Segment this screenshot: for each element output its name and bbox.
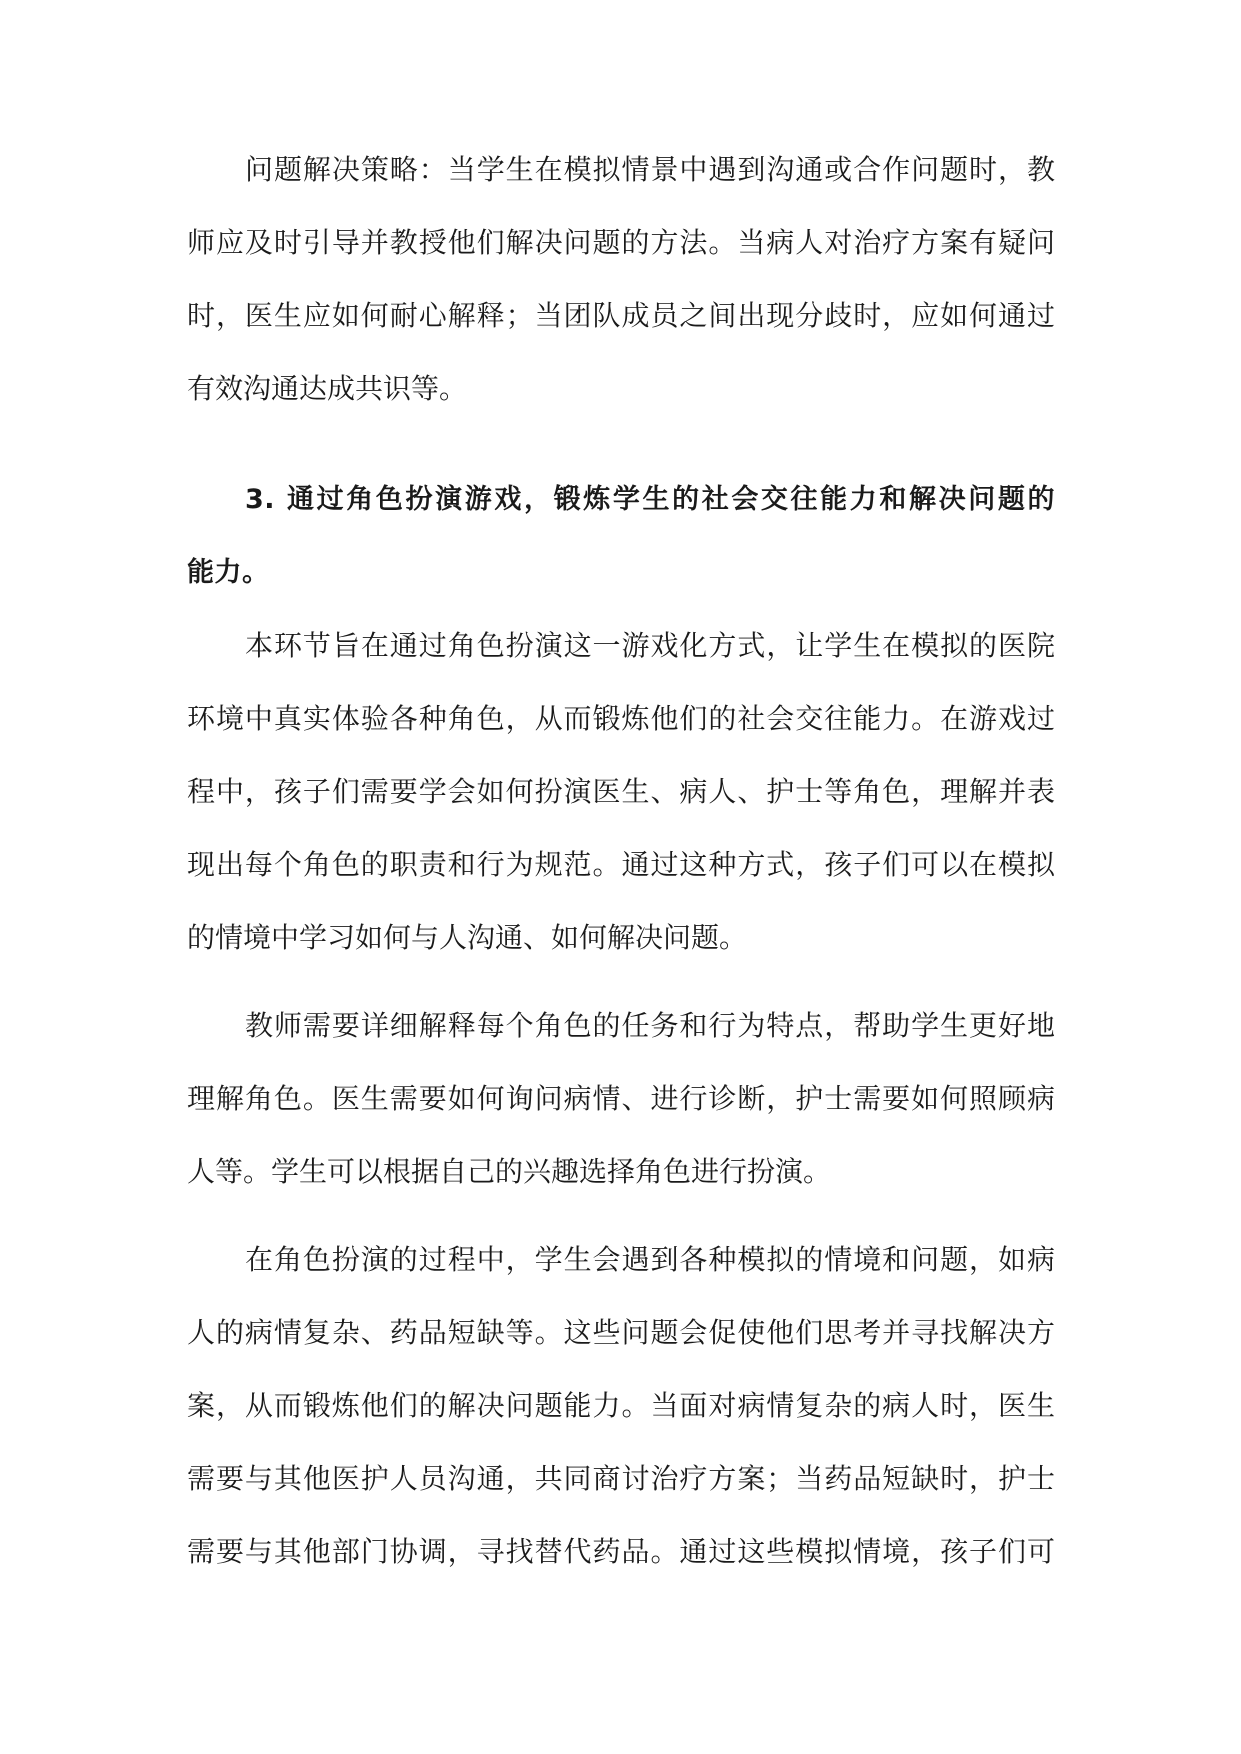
paragraph-line: 需要与其他部门协调，寻找替代药品。通过这些模拟情境，孩子们可 (187, 1535, 1055, 1568)
paragraph-line: 人的病情复杂、药品短缺等。这些问题会促使他们思考并寻找解决方 (187, 1316, 1055, 1349)
paragraph-line: 现出每个角色的职责和行为规范。通过这种方式，孩子们可以在模拟 (187, 848, 1055, 881)
paragraph-line: 理解角色。医生需要如何询问病情、进行诊断，护士需要如何照顾病 (187, 1082, 1055, 1115)
paragraph-line: 的情境中学习如何与人沟通、如何解决问题。 (187, 921, 748, 954)
paragraph-line: 需要与其他医护人员沟通，共同商讨治疗方案；当药品短缺时，护士 (187, 1462, 1055, 1495)
section-heading: 3. 通过角色扮演游戏，锻炼学生的社会交往能力和解决问题的 (245, 484, 1055, 515)
paragraph-line: 教师需要详细解释每个角色的任务和行为特点，帮助学生更好地 (245, 1009, 1055, 1042)
paragraph-line: 环境中真实体验各种角色，从而锻炼他们的社会交往能力。在游戏过 (187, 702, 1055, 735)
paragraph-line: 有效沟通达成共识等。 (187, 372, 468, 405)
paragraph-line: 时，医生应如何耐心解释；当团队成员之间出现分歧时，应如何通过 (187, 299, 1055, 332)
paragraph-line: 在角色扮演的过程中，学生会遇到各种模拟的情境和问题，如病 (245, 1243, 1055, 1276)
paragraph-line: 问题解决策略：当学生在模拟情景中遇到沟通或合作问题时，教 (245, 153, 1055, 186)
paragraph-line: 本环节旨在通过角色扮演这一游戏化方式，让学生在模拟的医院 (245, 629, 1055, 662)
paragraph-line: 程中，孩子们需要学会如何扮演医生、病人、护士等角色，理解并表 (187, 775, 1055, 808)
paragraph-line: 人等。学生可以根据自己的兴趣选择角色进行扮演。 (187, 1155, 832, 1188)
paragraph-line: 师应及时引导并教授他们解决问题的方法。当病人对治疗方案有疑问 (187, 226, 1055, 259)
paragraph-line: 案，从而锻炼他们的解决问题能力。当面对病情复杂的病人时，医生 (187, 1389, 1055, 1422)
section-heading: 能力。 (187, 557, 270, 588)
